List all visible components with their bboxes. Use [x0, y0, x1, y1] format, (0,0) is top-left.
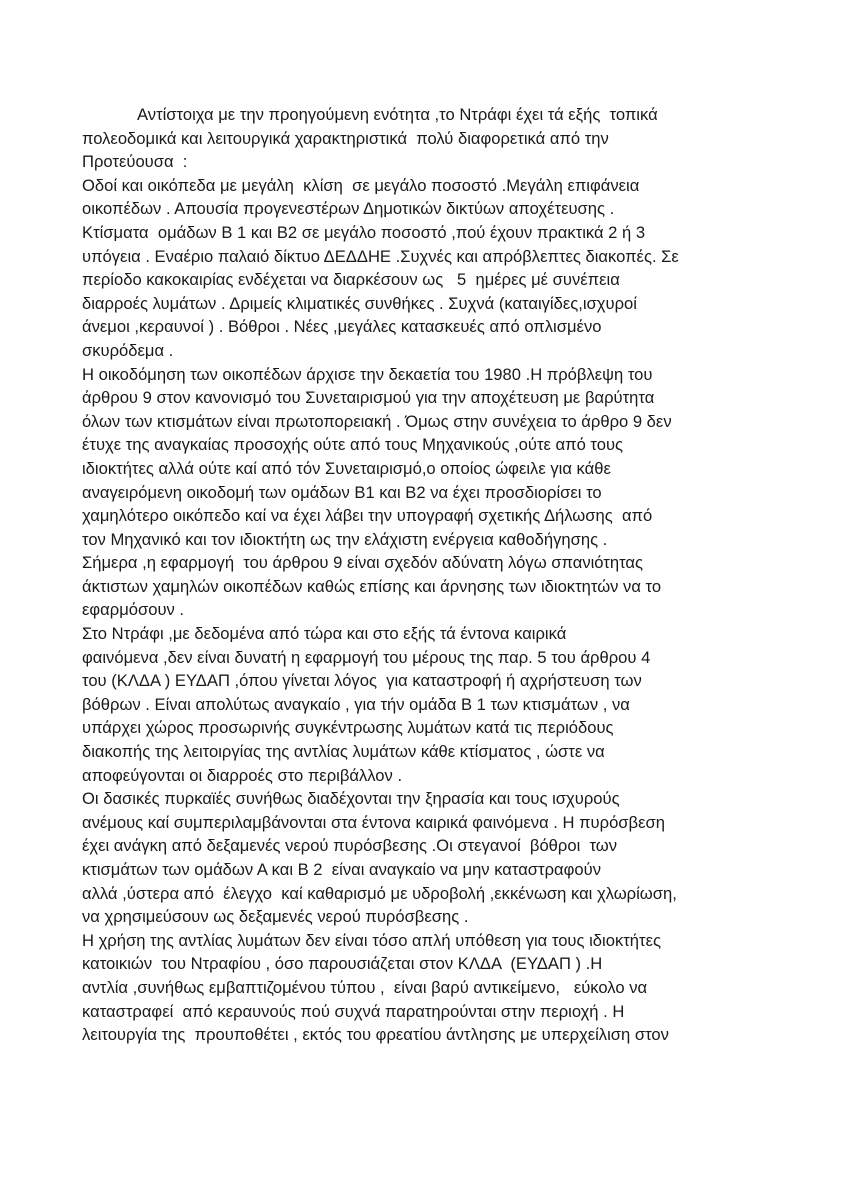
text-line: αποφεύγονται οι διαρροές στο περιβάλλον . [82, 765, 403, 785]
text-line: άνεμοι ,κεραυνοί ) . Βόθροι . Νέες ,μεγάλες κατασκευές από οπλισμένο [82, 317, 602, 337]
text-line: άρθρου 9 στον κανονισμό του Συνεταιρισμού για την αποχέτευση με βαρύτητα [82, 388, 655, 408]
text-line: όλων των κτισμάτων είναι πρωτοπορειακή . Όμως στην συνέχεια το άρθρο 9 δεν [82, 411, 672, 431]
text-line: Οι δασικές πυρκαϊές συνήθως διαδέχονται την ξηρασία και τους ισχυρούς [82, 789, 620, 809]
text-line: λειτουργία της προυποθέτει , εκτός του φρεατίου άντλησης με υπερχείλιση στον [82, 1025, 669, 1045]
text-line: χαμηλότερο οικόπεδο καί να έχει λάβει την υπογραφή σχετικής Δήλωσης από [82, 506, 653, 526]
text-line: πολεοδομικά και λειτουργικά χαρακτηριστικά πολύ διαφορετικά από την [82, 128, 609, 148]
text-line: έχει ανάγκη από δεξαμενές νερού πυρόσβεσης .Οι στεγανοί βόθροι των [82, 836, 618, 856]
text-line: ιδιοκτήτες αλλά ούτε καί από τόν Συνεταιρισμό,ο οποίος ώφειλε για κάθε [82, 458, 611, 478]
text-line: τον Μηχανικό και τον ιδιοκτήτη ως την ελάχιστη ενέργεια καθοδήγησης . [82, 529, 608, 549]
text-line: Η οικοδόμηση των οικοπέδων άρχισε την δεκαετία του 1980 .Η πρόβλεψη του [82, 364, 653, 384]
text-line: Αντίστοιχα με την προηγούμενη ενότητα ,το Ντράφι έχει τά εξής τοπικά [137, 105, 658, 124]
text-line: Σήμερα ,η εφαρμογή του άρθρου 9 είναι σχεδόν αδύνατη λόγω σπανιότητας [82, 553, 643, 573]
text-line: αντλία ,συνήθως εμβαπτιζομένου τύπου , είναι βαρύ αντικείμενο, εύκολο να [82, 977, 648, 997]
text-line: οικοπέδων . Απουσία προγενεστέρων Δημοτικών δικτύων αποχέτευσης . [82, 199, 615, 219]
text-line: κατοικιών του Ντραφίου , όσο παρουσιάζεται στον ΚΛΔΑ (ΕΥΔΑΠ ) .Η [82, 954, 603, 974]
body-text [82, 103, 762, 1047]
text-line: καταστραφεί από κεραυνούς πού συχνά παρατηρούνται στην περιοχή . Η [82, 1001, 625, 1021]
text-line: φαινόμενα ,δεν είναι δυνατή η εφαρμογή του μέρους της παρ. 5 του άρθρου 4 [82, 647, 651, 667]
text-line: διαρροές λυμάτων . Δριμείς κλιματικές συνθήκες . Συχνά (καταιγίδες,ισχυροί [82, 293, 637, 313]
text-line: υπάρχει χώρος προσωρινής συγκέντρωσης λυμάτων κατά τις περιόδους [82, 718, 614, 738]
text-line: αναγειρόμενη οικοδομή των ομάδων Β1 και Β2 να έχει προσδιορίσει το [82, 482, 602, 502]
text-line: Οδοί και οικόπεδα με μεγάλη κλίση σε μεγάλο ποσοστό .Μεγάλη επιφάνεια [82, 175, 640, 195]
text-line: Στο Ντράφι ,με δεδομένα από τώρα και στο εξής τά έντονα καιρικά [82, 624, 567, 644]
text-line: διακοπής της λειτοιργίας της αντλίας λυμάτων κάθε κτίσματος , ώστε να [82, 742, 605, 762]
text-line: εφαρμόσουν . [82, 600, 185, 620]
text-line: του (ΚΛΔΑ ) ΕΥΔΑΠ ,όπου γίνεται λόγος για καταστροφή ή αχρήστευση των [82, 671, 642, 691]
text-line: σκυρόδεμα . [82, 340, 174, 360]
text-line: έτυχε της αναγκαίας προσοχής ούτε από τους Μηχανικούς ,ούτε από τους [82, 435, 624, 455]
text-line: βόθρων . Είναι απολύτως αναγκαίο , για τήν ομάδα Β 1 των κτισμάτων , να [82, 694, 630, 714]
text-line: περίοδο κακοκαιρίας ενδέχεται να διαρκέσουν ως 5 ημέρες μέ συνέπεια [82, 270, 620, 290]
text-line: άκτιστων χαμηλών οικοπέδων καθώς επίσης και άρνησης των ιδιοκτητών να το [82, 576, 662, 596]
text-line: υπόγεια . Εναέριο παλαιό δίκτυο ΔΕΔΔΗΕ .Συχνές και απρόβλεπτες διακοπές. Σε [82, 246, 679, 266]
text-line: Προτεύουσα : [82, 152, 188, 172]
text-line: να χρησιμεύσουν ως δεξαμενές νερού πυρόσβεσης . [82, 907, 469, 927]
text-line: ανέμους καί συμπεριλαμβάνονται στα έντονα καιρικά φαινόμενα . Η πυρόσβεση [82, 812, 665, 832]
text-line: Η χρήση της αντλίας λυμάτων δεν είναι τόσο απλή υπόθεση για τους ιδιοκτήτες [82, 930, 661, 950]
text-line: κτισμάτων των ομάδων Α και Β 2 είναι αναγκαίο να μην καταστραφούν [82, 860, 601, 879]
text-line: αλλά ,ύστερα από έλεγχο καί καθαρισμό με υδροβολή ,εκκένωση και χλωρίωση, [82, 883, 677, 903]
text-line: Κτίσματα ομάδων Β 1 και Β2 σε μεγάλο ποσοστό ,πού έχουν πρακτικά 2 ή 3 [82, 222, 646, 242]
